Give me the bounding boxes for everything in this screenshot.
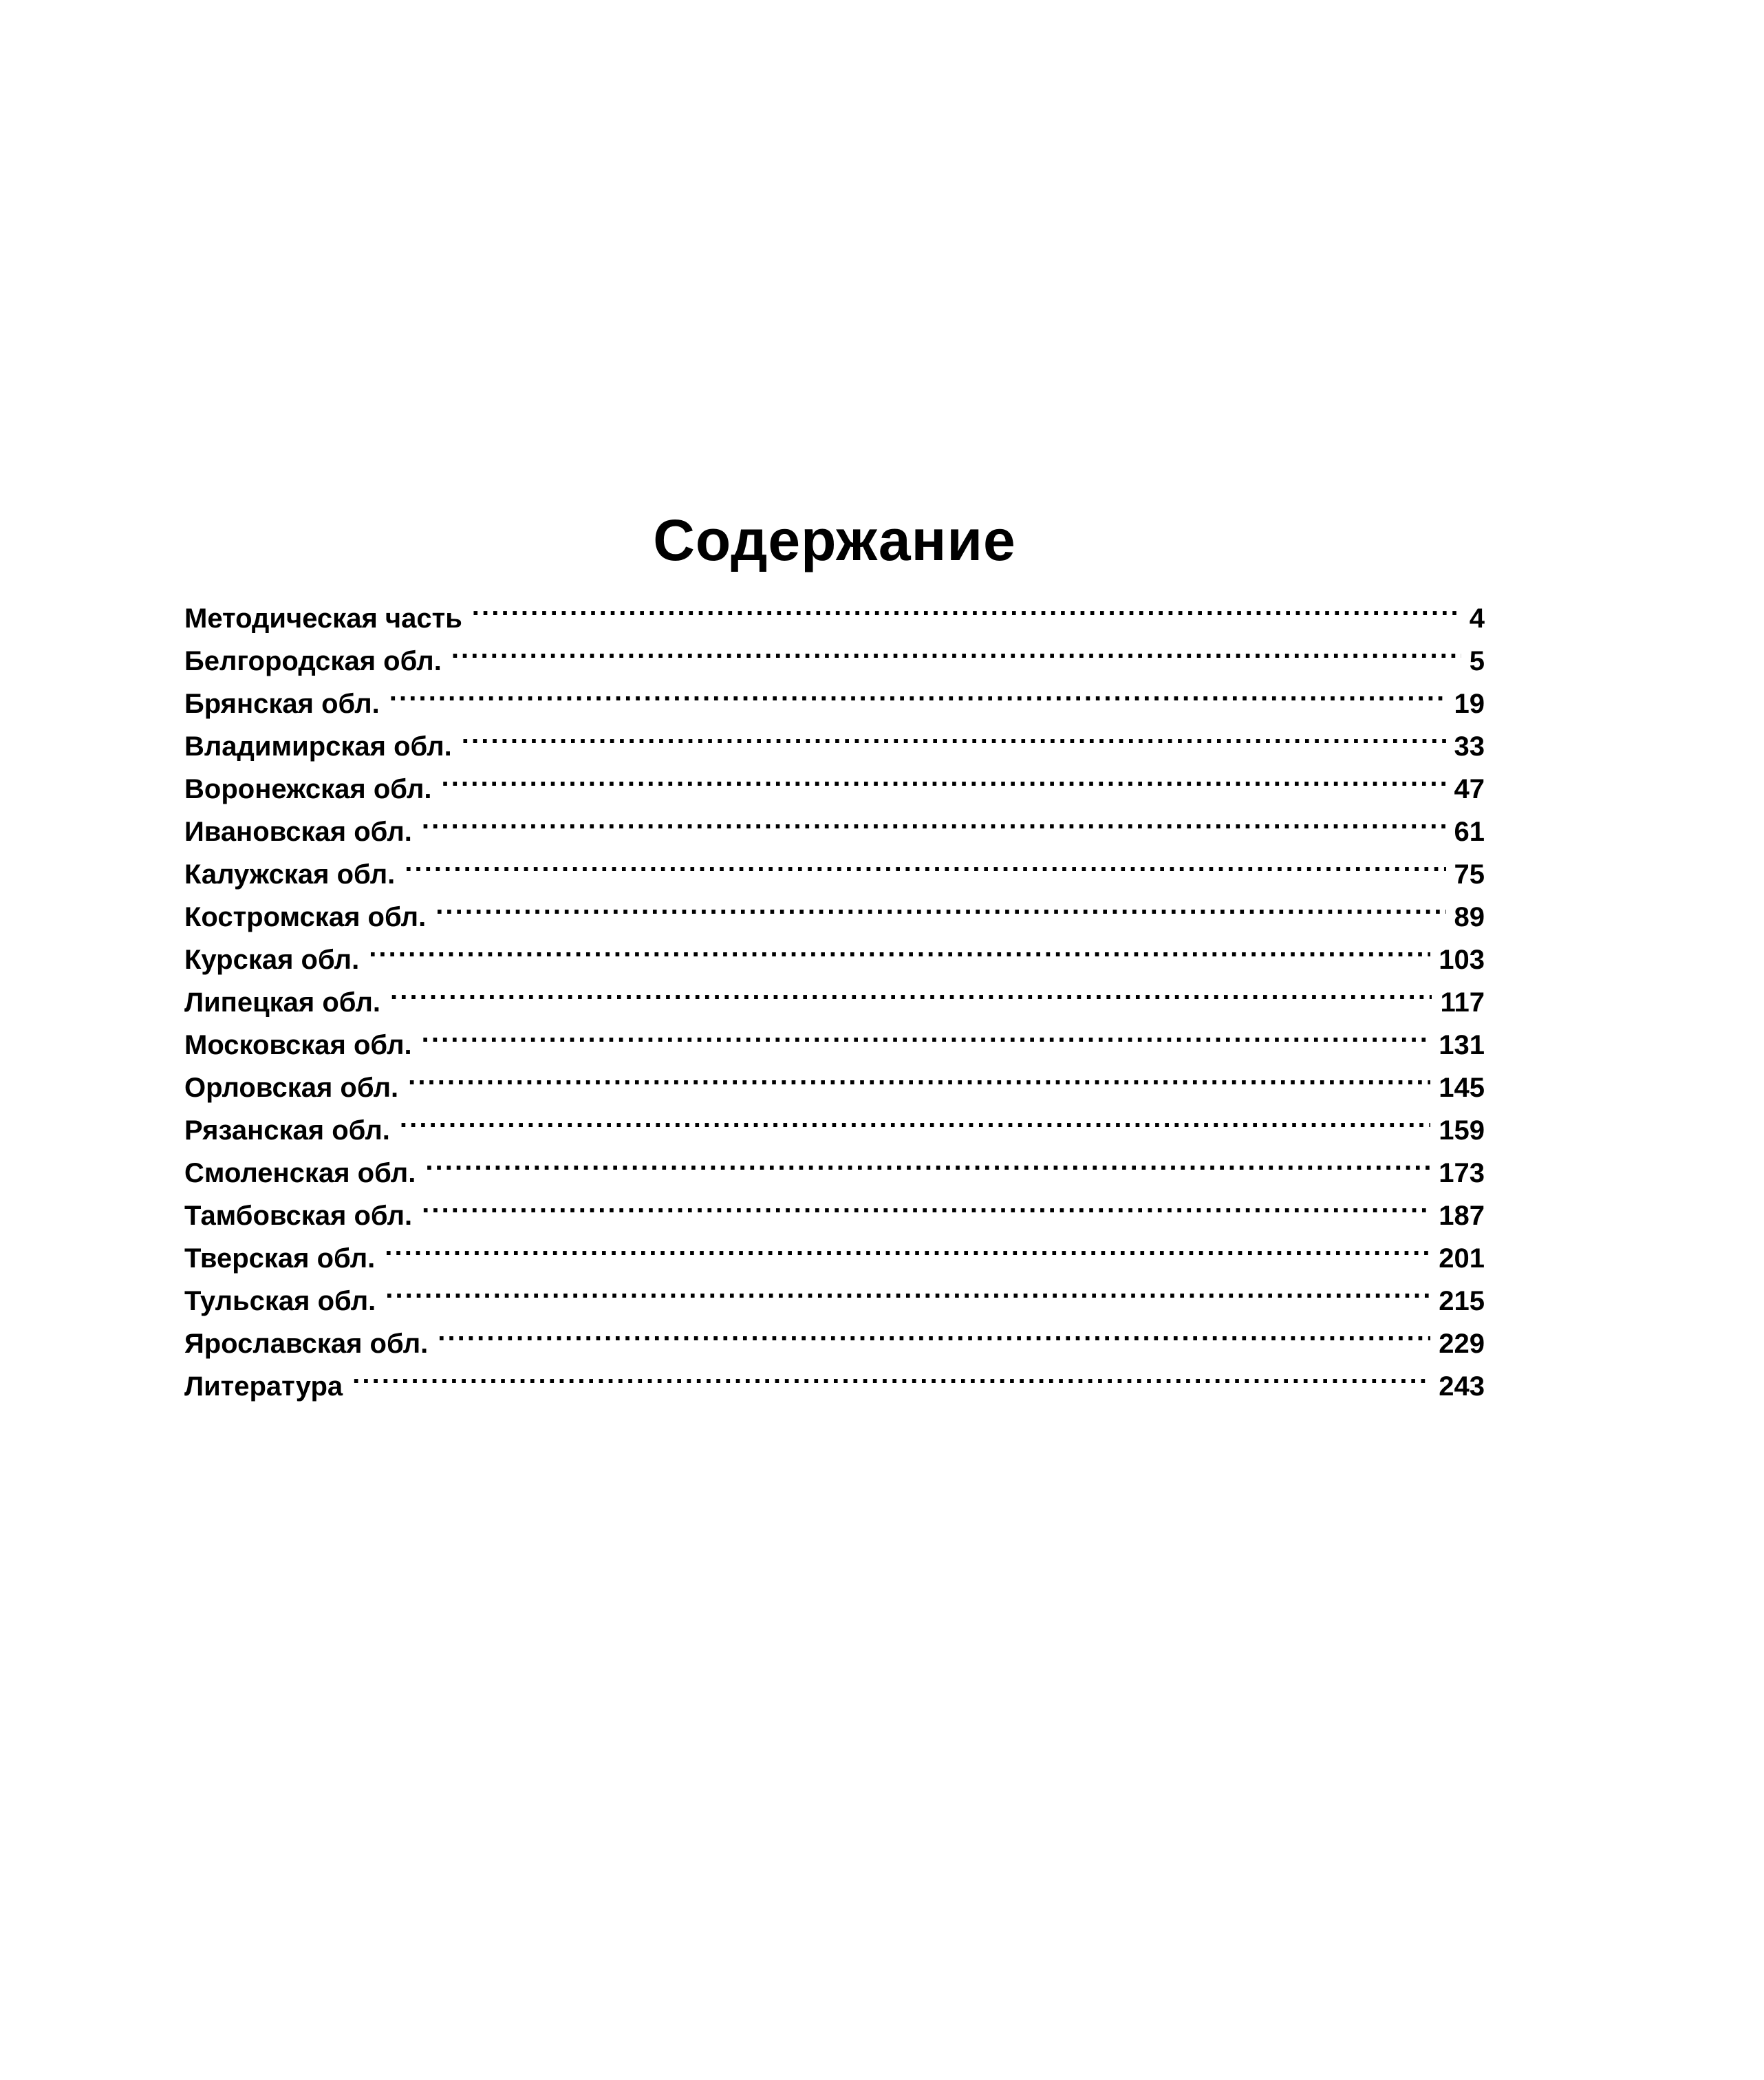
dot-leader [451,628,1461,670]
toc-entry-label: Белгородская обл. [184,646,442,676]
toc-entry-label: Ярославская обл. [184,1329,429,1359]
dot-leader [390,969,1432,1011]
page-title: Содержание [653,508,1016,572]
toc-entry-page: 103 [1439,945,1485,975]
toc-entry-page: 187 [1439,1201,1485,1231]
toc-entry-label: Тверская обл. [184,1243,376,1274]
dot-leader [438,1310,1430,1353]
toc-entry-page: 131 [1439,1030,1485,1060]
toc-list [184,585,1485,1402]
toc-entry-page: 4 [1469,603,1485,634]
toc-entry-label: Смоленская обл. [184,1158,416,1188]
toc-entry [184,969,1485,1018]
toc-entry-page: 5 [1469,646,1485,676]
toc-entry-page: 61 [1454,817,1485,847]
toc-entry [184,1353,1485,1402]
dot-leader [400,1097,1430,1139]
toc-entry-page: 229 [1439,1329,1485,1359]
dot-leader [389,670,1446,713]
toc-entry-label: Костромская обл. [184,902,427,932]
toc-entry [184,926,1485,975]
dot-leader [462,713,1446,755]
dot-leader [385,1267,1430,1310]
dot-leader [425,1139,1430,1182]
toc-entry [184,585,1485,634]
toc-entry-page: 33 [1454,731,1485,762]
toc-entry-label: Тульская обл. [184,1286,376,1316]
toc-entry-label: Литература [184,1371,343,1402]
toc-entry-page: 89 [1454,902,1485,932]
toc-entry-label: Рязанская обл. [184,1115,390,1146]
toc-entry-page: 201 [1439,1243,1485,1274]
toc-entry-label: Курская обл. [184,945,360,975]
toc-entry-label: Ивановская обл. [184,817,412,847]
toc-entry-label: Тамбовская обл. [184,1201,413,1231]
toc-entry-page: 117 [1440,987,1485,1018]
toc-entry-page: 19 [1454,689,1485,719]
dot-leader [422,1182,1430,1225]
toc-entry-label: Воронежская обл. [184,774,432,804]
toc-entry-page: 173 [1439,1158,1485,1188]
dot-leader [422,798,1446,841]
dot-leader [369,926,1430,969]
toc-entry-page: 243 [1439,1371,1485,1402]
toc-entry-page: 47 [1454,774,1485,804]
dot-leader [405,841,1445,883]
dot-leader [408,1054,1430,1097]
toc-entry-label: Орловская обл. [184,1073,399,1103]
toc-entry-label: Брянская обл. [184,689,380,719]
toc-entry-label: Московская обл. [184,1030,412,1060]
dot-leader [352,1353,1430,1395]
dot-leader [385,1225,1430,1267]
toc-entry-label: Методическая часть [184,603,462,634]
toc-entry-label: Калужская обл. [184,859,396,890]
dot-leader [435,883,1445,926]
dot-leader [472,585,1461,628]
toc-entry-page: 159 [1439,1115,1485,1146]
dot-leader [422,1011,1431,1054]
table-of-contents [184,502,1485,1402]
dot-leader [442,755,1446,798]
toc-entry-page: 215 [1439,1286,1485,1316]
toc-entry-page: 75 [1454,859,1485,890]
toc-entry-label: Липецкая обл. [184,987,381,1018]
toc-entry-page: 145 [1439,1073,1485,1103]
toc-entry-label: Владимирская обл. [184,731,452,762]
